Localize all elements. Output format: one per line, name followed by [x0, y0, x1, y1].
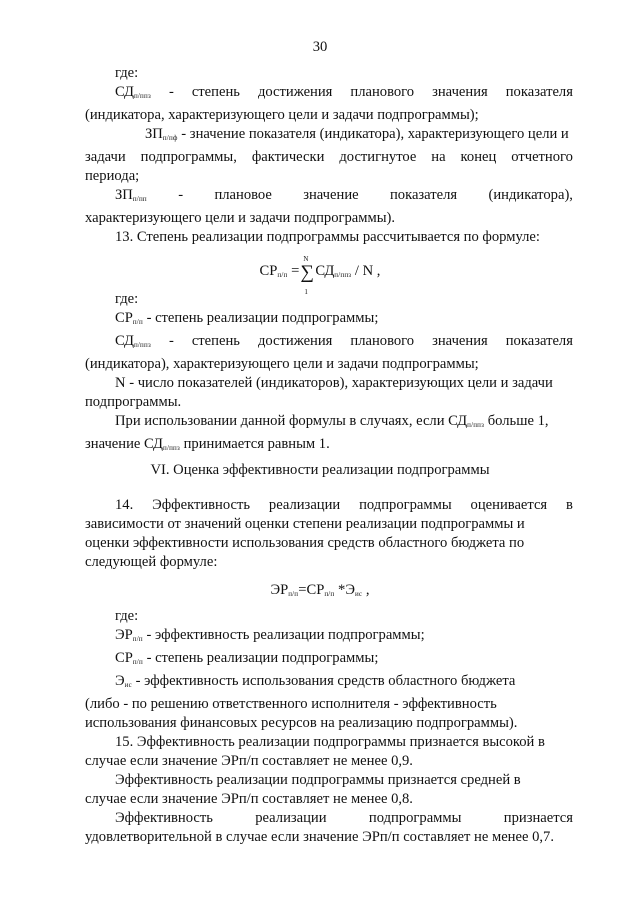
item-16-line1: Эффективность реализации подпрограммы признается средней в: [115, 772, 521, 788]
symbol-sd: $СД_{п/ппз}$: [115, 84, 151, 100]
item-16-line2: случае если значение ЭРп/п составляет не менее 0,8.: [85, 791, 413, 807]
formula-sr: $СР_{п/п}$ = N ∑ 1 $СД_{п/ппз}$ / N ,: [259, 255, 381, 296]
item-14-line2: зависимости от значений оценки степени реализации подпрограммы и: [85, 516, 525, 532]
item-17-line1: Эффективность реализации подпрограммы признается: [115, 810, 573, 826]
definition-zpp-line2: характеризующего цели и задачи подпрограммы).: [85, 210, 396, 226]
symbol-zpp: $ЗП_{п/пп}$: [115, 187, 147, 203]
item-14-line1: 14. Эффективность реализации подпрограммы оценивается в: [115, 497, 573, 513]
definition-zpf-line2: задачи подпрограммы, фактически достигнутое на конец отчетного: [85, 149, 573, 165]
definition-e-line2: (либо - по решению ответственного исполнителя - эффективность: [85, 696, 497, 712]
definition-sd2-line1: $СД_{п/ппз}$ - степень достижения планового значения показателя: [115, 333, 573, 349]
definition-er: $ЭР_{п/п}$ - эффективность реализации подпрограммы;: [115, 627, 425, 643]
definition-zpp-line1: $ЗП_{п/пп}$ - плановое значение показателя (индикатора),: [85, 186, 573, 209]
symbol-zpf: $ЗП_{п/пф}$: [145, 126, 178, 142]
item-17-line2: удовлетворительной в случае если значение ЭРп/п составляет не менее 0,7.: [85, 829, 554, 845]
where-label-2: где:: [115, 291, 139, 307]
definition-zpf-line1: $ЗП_{п/пф}$ - значение показателя (индикатора), характеризующего цели и: [85, 125, 573, 148]
definition-sr-2: $СР_{п/п}$ - степень реализации подпрограммы;: [115, 650, 379, 666]
definition-e-line1: $Э_{ис}$ - эффективность использования средств областного бюджета: [115, 673, 516, 689]
definition-sd-line2: (индикатора, характеризующего цели и задачи подпрограммы);: [85, 107, 479, 123]
item-14-block: [85, 496, 573, 572]
definition-sr: $СР_{п/п}$ - степень реализации подпрограммы;: [115, 310, 379, 326]
definitions-block-1: [85, 64, 573, 247]
item-14-line3: оценки эффективности использования средств областного бюджета по: [85, 535, 525, 551]
definition-n-line2: подпрограммы.: [85, 394, 182, 410]
item-13: 13. Степень реализации подпрограммы рассчитывается по формуле:: [115, 229, 540, 245]
usage-note-line1: При использовании данной формулы в случаях, если $СД_{п/ппз}$ больше 1,: [115, 413, 549, 429]
where-label: где:: [115, 65, 139, 81]
usage-note-line2: значение $СД_{п/ппз}$ принимается равным 1.: [85, 436, 330, 452]
definition-sd-line1: $СД_{п/ппз}$ - степень достижения планового значения показателя: [85, 83, 573, 106]
sum-sign: N ∑ 1: [300, 255, 315, 296]
section-heading: VI. Оценка эффективности реализации подпрограммы: [150, 462, 490, 478]
definition-sd2-line2: (индикатора), характеризующего цели и задачи подпрограммы;: [85, 356, 479, 372]
definitions-block-2: [85, 290, 573, 458]
item-15-line1: 15. Эффективность реализации подпрограммы признается высокой в: [115, 734, 545, 750]
where-label-3: где:: [115, 608, 139, 624]
page-number: 30: [312, 39, 328, 55]
definitions-block-3: [85, 607, 573, 847]
definition-zpf-line3: периода;: [85, 168, 140, 184]
item-15-line2: случае если значение ЭРп/п составляет не менее 0,9.: [85, 753, 413, 769]
item-14-line4: следующей формуле:: [85, 554, 218, 570]
formula-er: $ЭР_{п/п}=СР_{п/п}$ $*Э_{ис}$ ,: [270, 582, 370, 598]
definition-e-line3: использования финансовых ресурсов на реализацию подпрограммы).: [85, 715, 518, 731]
definition-n-line1: N - число показателей (индикаторов), характеризующих цели и задачи: [115, 375, 553, 391]
